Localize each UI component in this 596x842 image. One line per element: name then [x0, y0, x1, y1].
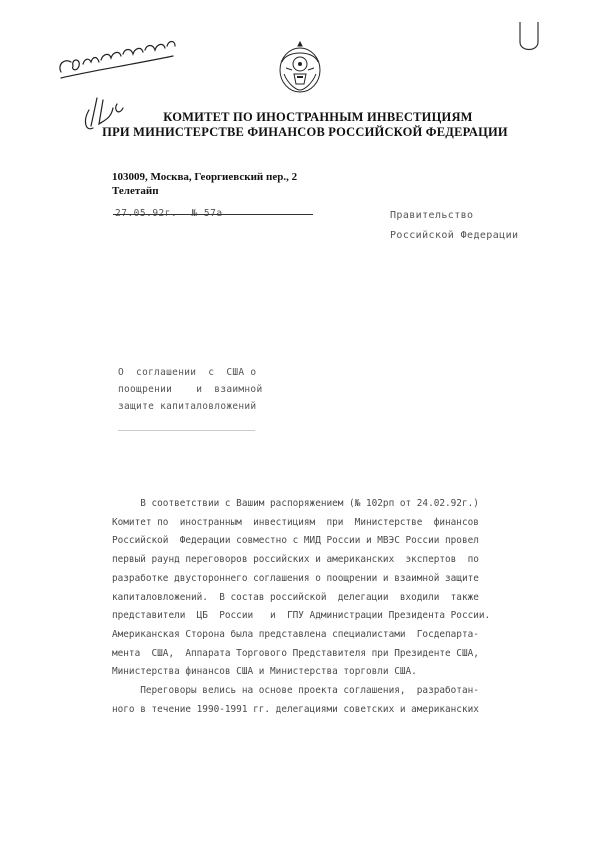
body-line: Комитет по иностранным инвестициям при Министерстве финансов: [112, 516, 479, 528]
letter-body: [112, 495, 564, 719]
subject-line3: защите капиталовложений: [118, 401, 257, 412]
body-line: капиталовложений. В состав российской делегации входили также: [112, 591, 479, 603]
body-line: Российской Федерации совместно с МИД России и МВЭС России провел: [112, 535, 479, 547]
body-line: ного в течение 1990-1991 гг. делегациями советских и американских: [112, 703, 479, 715]
coat-of-arms-emblem: [276, 40, 324, 96]
body-line: Переговоры велись на основе проекта соглашения, разработан-: [112, 685, 479, 697]
body-line: мента США, Аппарата Торгового Представителя при Президенте США,: [112, 647, 479, 659]
recipient-line1: Правительство: [390, 210, 474, 221]
sender-address: [112, 170, 297, 198]
corner-handwritten-mark: [512, 18, 548, 58]
body-line: представители ЦБ России и ГПУ Администрации Президента России.: [112, 610, 491, 622]
body-line: первый раунд переговоров российских и американских экспертов по: [112, 554, 479, 566]
body-line: Министерства финансов США и Министерства торговли США.: [112, 666, 417, 678]
address-street: 103009, Москва, Георгиевский пер., 2: [112, 171, 298, 183]
body-line: разработке двустороннего соглашения о поощрении и взаимной защите: [112, 572, 479, 584]
address-teletype: Телетайп: [112, 185, 159, 197]
strike-through-line: [113, 214, 313, 215]
subject-line2: поощрении и взаимной: [118, 384, 263, 395]
body-line: В соответствии с Вашим распоряжением (№ 102рп от 24.02.92г.): [112, 498, 479, 509]
body-line: Американская Сторона была представлена специалистами Госдепарта-: [112, 628, 479, 640]
committee-name-line2: ПРИ МИНИСТЕРСТВЕ ФИНАНСОВ РОССИЙСКОЙ ФЕДЕРАЦИИ: [102, 125, 508, 139]
recipient-line2: Российской Федерации: [390, 230, 519, 241]
subject-underline: ________________________: [118, 420, 256, 431]
committee-name-line1: КОМИТЕТ ПО ИНОСТРАННЫМ ИНВЕСТИЦИЯМ: [163, 110, 473, 124]
document-reference: [115, 208, 231, 219]
recipient-block: [390, 206, 518, 246]
subject-line1: О соглашении с США о: [118, 367, 257, 378]
subject-block: [118, 364, 262, 434]
